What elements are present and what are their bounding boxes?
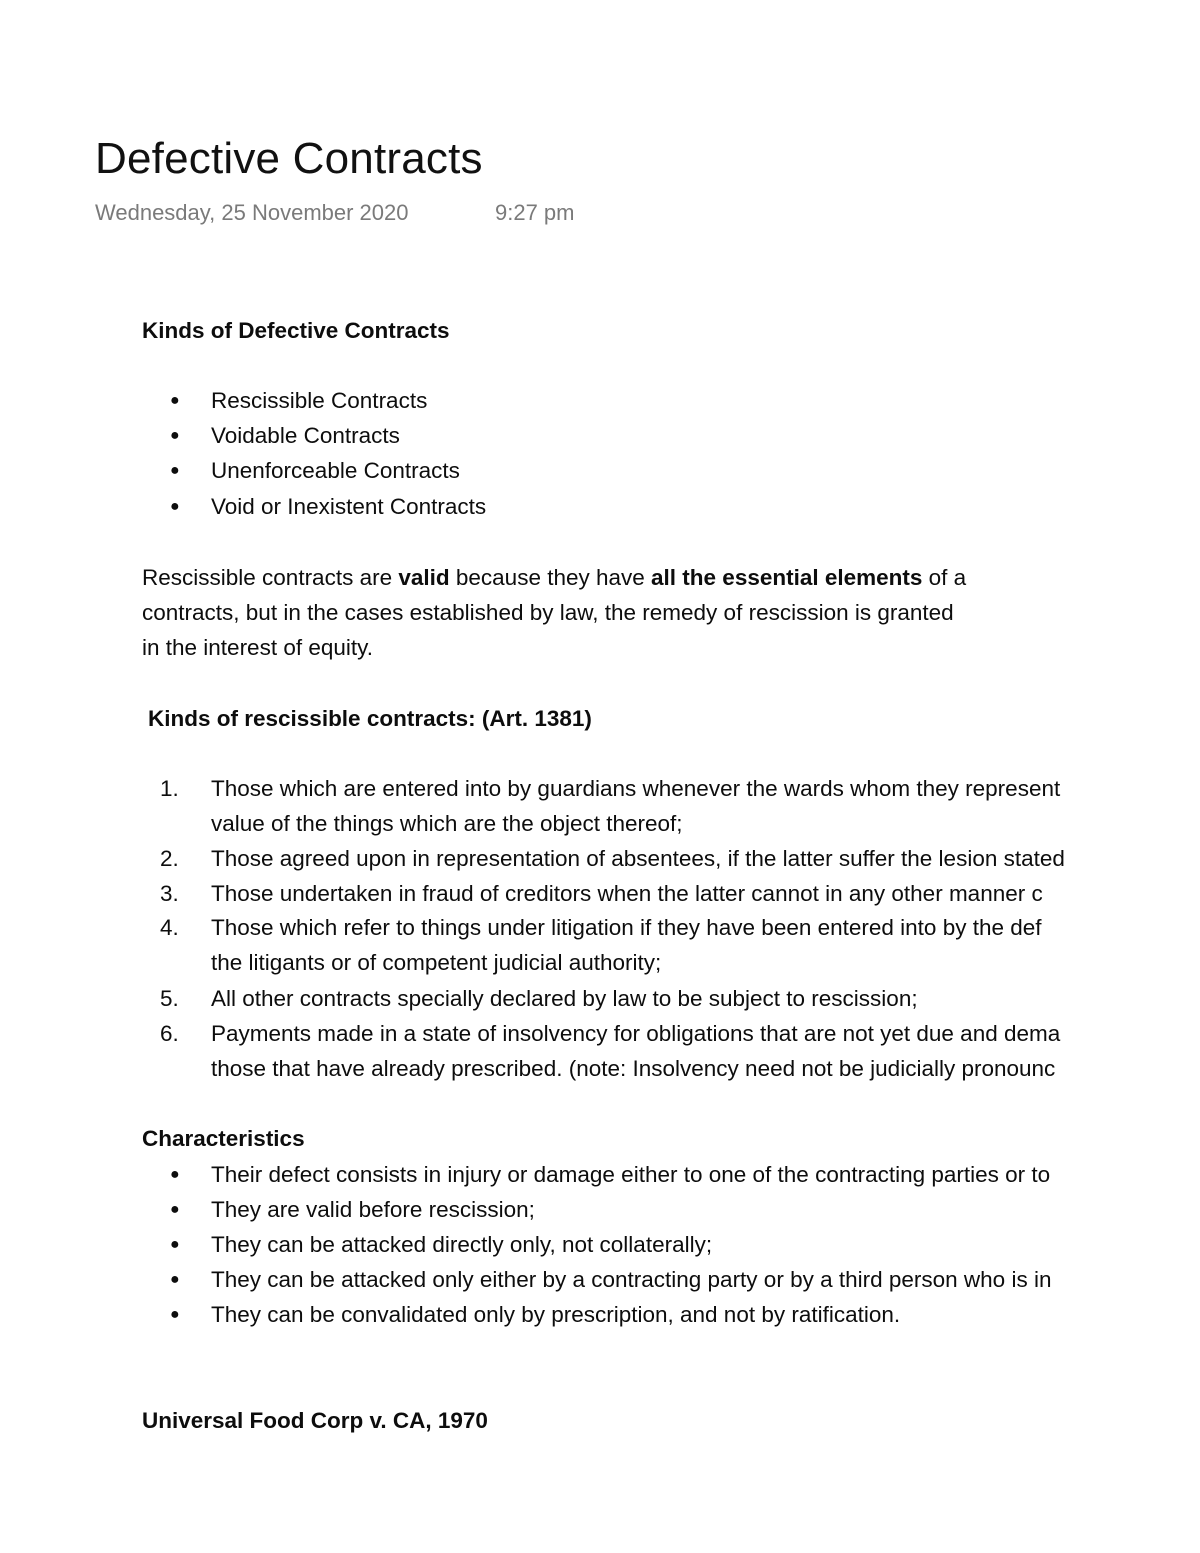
list-number: 1.: [160, 776, 179, 801]
characteristic-item-5: They can be convalidated only by prescription, and not by ratification.: [211, 1302, 901, 1327]
bullet-icon: ●: [170, 1236, 180, 1253]
rescissible-kind-1-line-2: value of the things which are the object thereof;: [211, 811, 683, 836]
list-number: 6.: [160, 1021, 179, 1046]
kinds-item-rescissible: Rescissible Contracts: [211, 388, 428, 413]
list-number: 5.: [160, 986, 179, 1011]
characteristic-item-4: They can be attacked only either by a contracting party or by a third person who is in: [211, 1267, 1052, 1292]
bullet-icon: ●: [170, 1166, 180, 1183]
characteristic-item-1: Their defect consists in injury or damage either to one of the contracting parties or to: [211, 1162, 1051, 1187]
page-date: Wednesday, 25 November 2020: [95, 200, 409, 225]
bullet-icon: ●: [170, 1306, 180, 1323]
characteristic-item-2: They are valid before rescission;: [211, 1197, 535, 1222]
kinds-item-void: Void or Inexistent Contracts: [211, 494, 487, 519]
rescissible-paragraph-line-3: in the interest of equity.: [142, 635, 373, 660]
bullet-icon: ●: [170, 427, 180, 444]
characteristics-heading: Characteristics: [142, 1126, 305, 1151]
list-number: 3.: [160, 881, 179, 906]
bullet-icon: ●: [170, 1201, 180, 1218]
case-heading: Universal Food Corp v. CA, 1970: [142, 1408, 488, 1433]
rescissible-kinds-heading: Kinds of rescissible contracts: (Art. 1381): [148, 706, 592, 731]
rescissible-kind-3-line-1: Those undertaken in fraud of creditors when the latter cannot in any other manner c: [211, 881, 1043, 906]
bullet-icon: ●: [170, 1271, 180, 1288]
page-time: 9:27 pm: [495, 200, 575, 225]
rescissible-kind-4-line-1: Those which refer to things under litigation if they have been entered into by the def: [211, 915, 1042, 940]
bullet-icon: ●: [170, 392, 180, 409]
kinds-item-voidable: Voidable Contracts: [211, 423, 400, 448]
list-number: 2.: [160, 846, 179, 871]
page-title: Defective Contracts: [95, 134, 483, 183]
rescissible-kind-1-line-1: Those which are entered into by guardians whenever the wards whom they represent: [211, 776, 1061, 801]
kinds-heading: Kinds of Defective Contracts: [142, 318, 450, 343]
bullet-icon: ●: [170, 498, 180, 515]
rescissible-paragraph-line-2: contracts, but in the cases established by law, the remedy of rescission is granted: [142, 600, 954, 625]
rescissible-kind-6-line-1: Payments made in a state of insolvency for obligations that are not yet due and dema: [211, 1021, 1061, 1046]
rescissible-kind-6-line-2: those that have already prescribed. (note: Insolvency need not be judicially pronounc: [211, 1056, 1056, 1081]
rescissible-kind-2-line-1: Those agreed upon in representation of absentees, if the latter suffer the lesion stated: [211, 846, 1065, 871]
list-number: 4.: [160, 915, 179, 940]
bullet-icon: ●: [170, 462, 180, 479]
kinds-item-unenforceable: Unenforceable Contracts: [211, 458, 460, 483]
characteristic-item-3: They can be attacked directly only, not collaterally;: [211, 1232, 713, 1257]
rescissible-paragraph-line-1: Rescissible contracts are valid because they have all the essential elements of a: [142, 565, 967, 590]
rescissible-kind-4-line-2: the litigants or of competent judicial authority;: [211, 950, 662, 975]
rescissible-kind-5-line-1: All other contracts specially declared by law to be subject to rescission;: [211, 986, 918, 1011]
